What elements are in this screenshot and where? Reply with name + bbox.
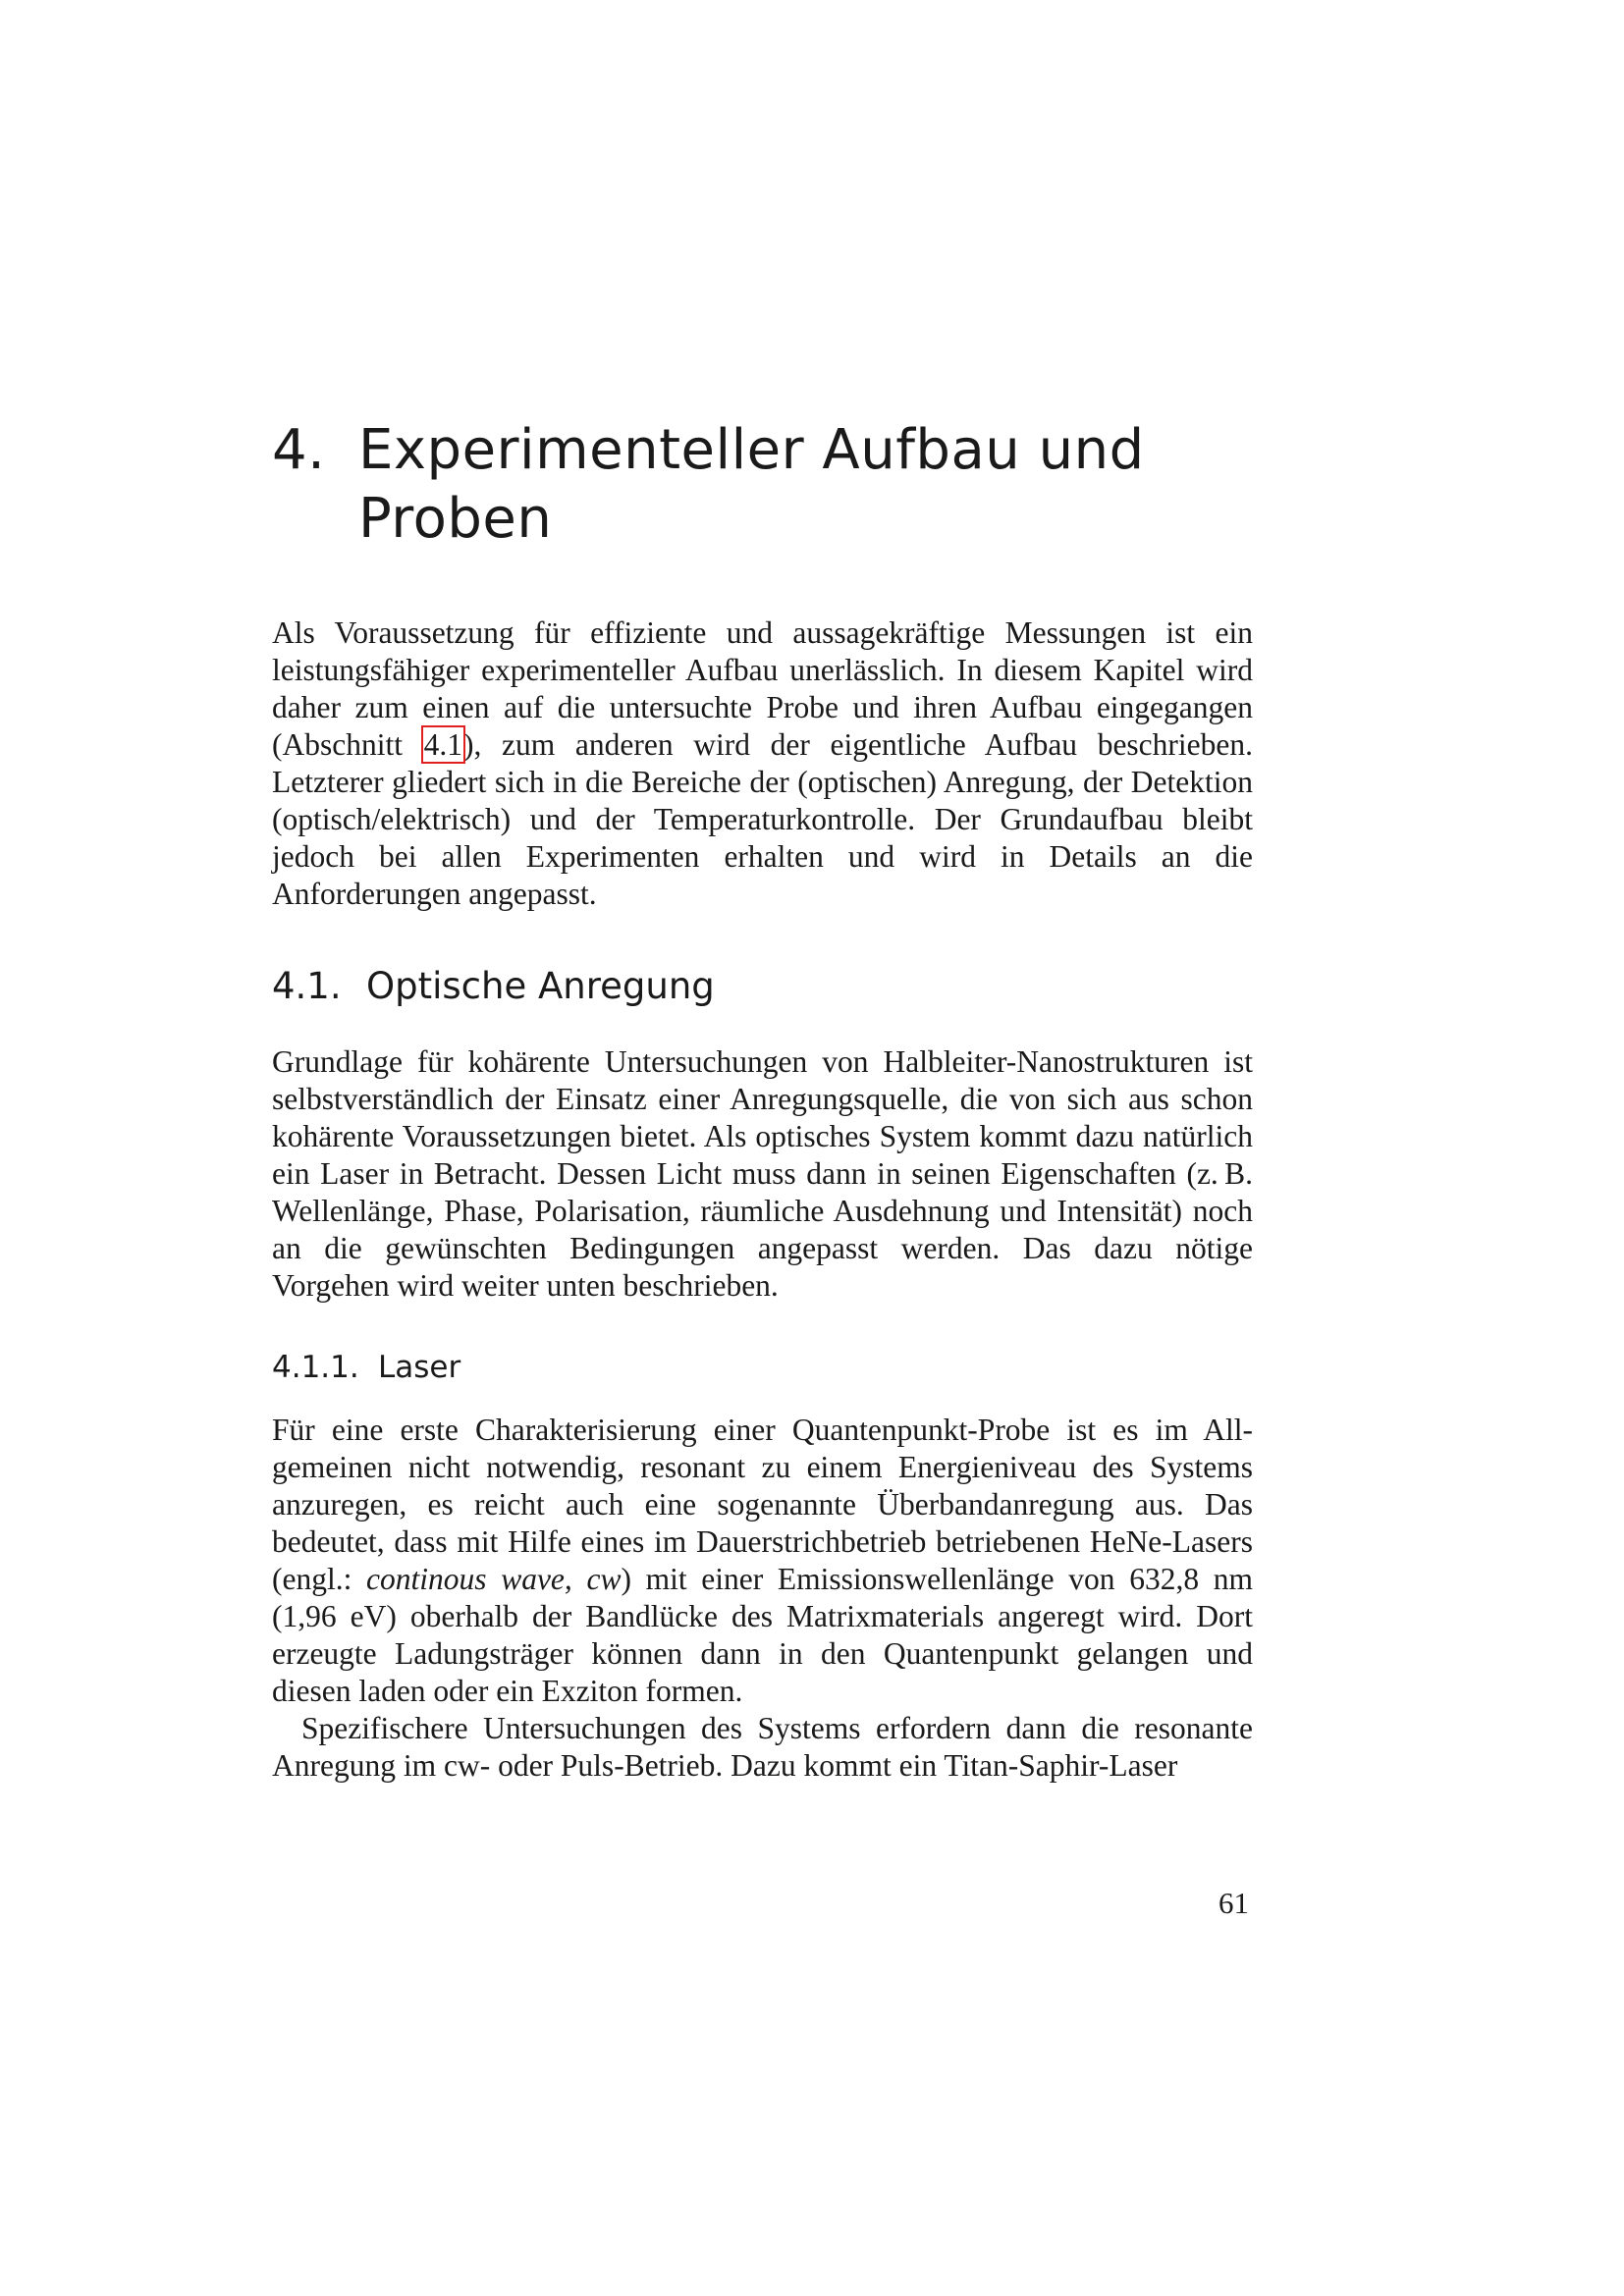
subsection-heading: [272, 1348, 1253, 1387]
subsection-title-text: Laser: [378, 1350, 461, 1385]
chapter-title-text: Experimenteller Aufbau und Proben: [358, 418, 1145, 551]
section-title-text: Optische Anregung: [366, 965, 715, 1007]
section-reference-link[interactable]: 4.1: [423, 727, 463, 762]
section-heading: [272, 964, 1253, 1009]
laser-text-before: Für eine erste Charakterisierung einer Quantenpunkt-Probe ist es im Allgemeinen nicht notwendig, resonant zu einem Energieniveau des Systems anzuregen, es reicht auch eine sogenannte Überbandanregung aus. Das bedeutet, dass mit Hilfe eines im Dauerstrichbetrieb betriebenen HeNe-Lasers (engl.:: [272, 1413, 1253, 1596]
intro-text-before: Als Voraussetzung für effiziente und aussagekräftige Messungen ist ein leistungsfähiger experimenteller Aufbau unerlässlich. In diesem Kapitel wird daher zum einen auf die untersuchte Probe und ihren Aufbau eingegangen (Abschnitt: [272, 615, 1253, 762]
chapter-title: [272, 416, 1253, 554]
laser-paragraph-2: [272, 1710, 1253, 1785]
laser-paragraph: [272, 1412, 1253, 1710]
subsection-number: 4.1.1.: [272, 1350, 359, 1385]
section-number: 4.1.: [272, 965, 342, 1007]
page-number: 61: [1218, 1886, 1249, 1920]
intro-paragraph: [272, 614, 1253, 913]
laser-text-after: ) mit einer Emissionswellenlänge von 632,8 nm (1,96 eV) oberhalb der Bandlücke des Matrixmaterials angeregt wird. Dort erzeugte Ladungsträger können dann in den Quantenpunkt gelangen und diesen laden oder ein Exziton formen.: [272, 1562, 1253, 1708]
laser-text-2: Spezifischere Untersuchungen des Systems erfordern dann die resonante Anregung im cw- oder Puls-Betrieb. Dazu kommt ein Titan-Saphir-Laser: [272, 1711, 1253, 1783]
section-paragraph: Grundlage für kohärente Untersuchungen von Halbleiter-Nanostrukturen ist selbstverständlich der Einsatz einer Anregungsquelle, die von sich aus schon kohärente Voraussetzungen bietet. Als optisches System kommt dazu natürlich ein Laser in Betracht. Dessen Licht muss dann in seinen Eigenschaften (z. B. Wellenlänge, Phase, Polarisation, räumliche Ausdehnung und Intensität) noch an die gewünschten Bedingungen angepasst werden. Das dazu nötige Vorgehen wird weiter unten beschrieben.: [272, 1044, 1253, 1303]
document-page: [272, 0, 1253, 2296]
intro-text-after: ), zum anderen wird der eigentliche Aufbau beschrieben. Letzterer gliedert sich in die Bereiche der (optischen) Anregung, der Detektion (optisch/elektrisch) und der Temperaturkontrolle. Der Grundaufbau bleibt jedoch bei allen Experimenten erhalten und wird in Details an die Anforderungen angepasst.: [272, 727, 1253, 911]
chapter-number: 4.: [272, 418, 326, 482]
laser-italic-term: continous wave, cw: [366, 1562, 622, 1596]
